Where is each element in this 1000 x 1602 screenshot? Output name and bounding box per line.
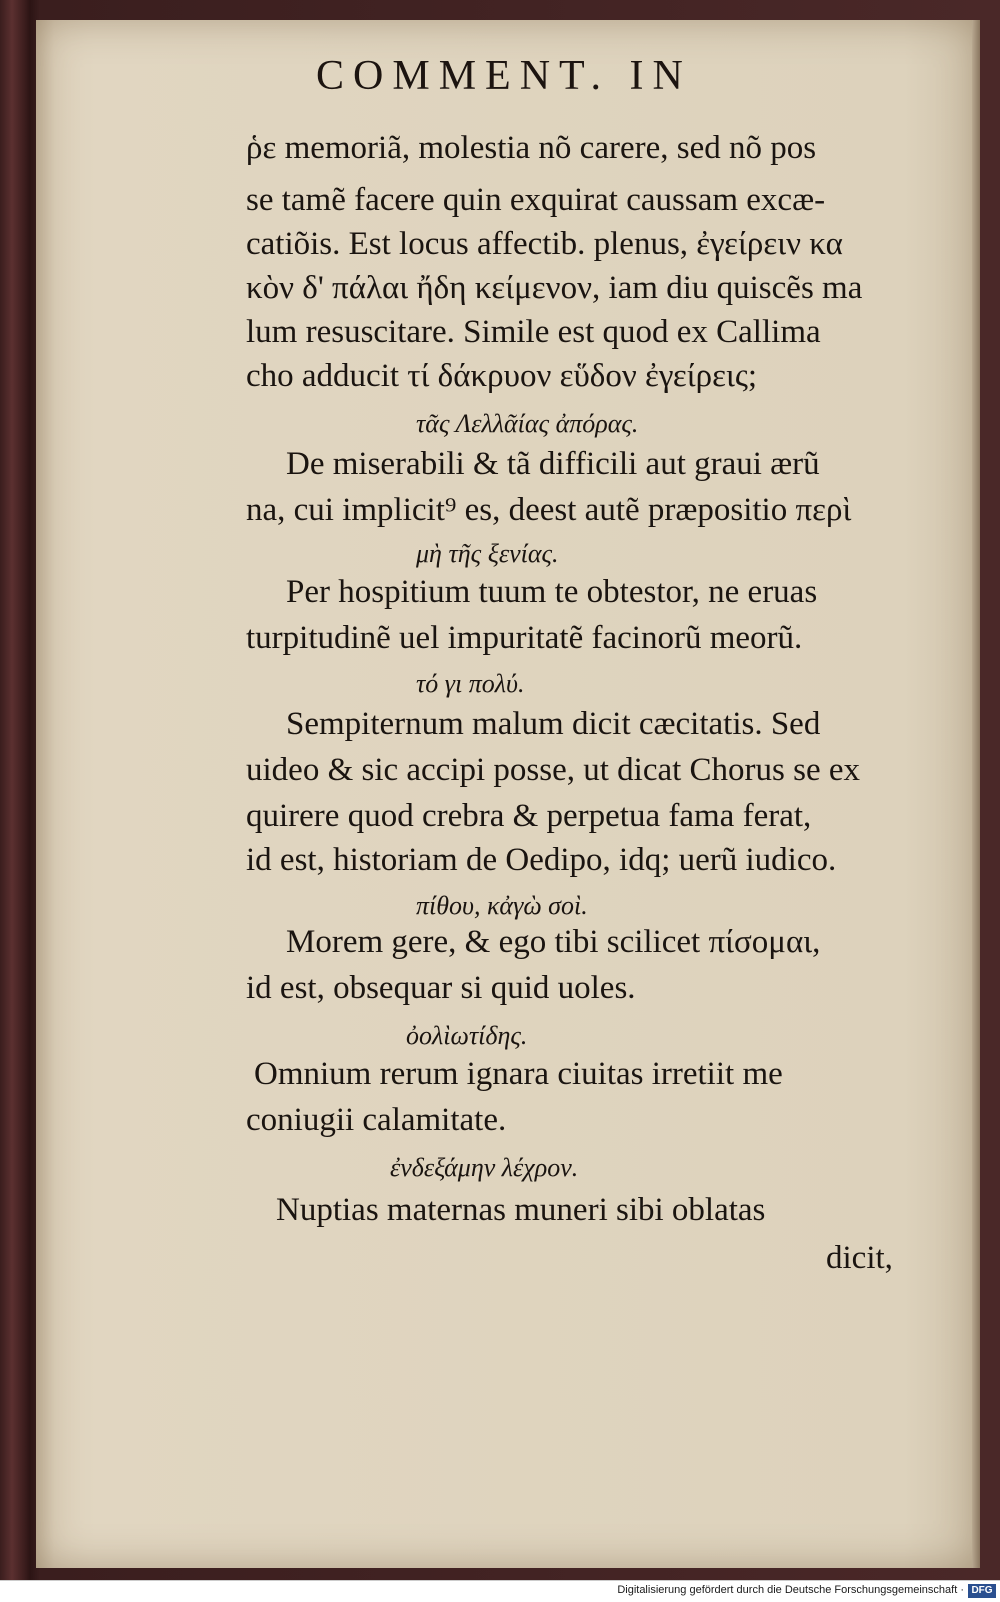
- text-line: na, cui implicit⁹ es, deest autẽ præpositio περὶ: [246, 492, 852, 528]
- greek-line: ἐνδεξάμην λέχρον.: [390, 1153, 579, 1182]
- text-line: De miserabili & tã difficili aut graui ærũ: [286, 446, 820, 482]
- text-line: se tamẽ facere quin exquirat caussam excæ-: [246, 182, 826, 218]
- dfg-logo: DFG: [968, 1584, 996, 1598]
- text-line: quirere quod crebra & perpetua fama ferat,: [246, 798, 812, 834]
- greek-line: τᾶς Λελλᾶίας ἀπόρας.: [416, 409, 639, 438]
- text-line: lum resuscitare. Simile est quod ex Callima: [246, 314, 821, 350]
- text-line: Nuptias maternas muneri sibi oblatas: [276, 1192, 766, 1228]
- text-line: Omnium rerum ignara ciuitas irretiit me: [254, 1056, 783, 1092]
- text-line: cho adducit τί δάκρυον εὕδον ἐγείρεις;: [246, 358, 758, 394]
- text-line: Sempiternum malum dicit cæcitatis. Sed: [286, 706, 821, 742]
- text-line: ῥε memoriã, molestia nõ carere, sed nõ pos: [246, 130, 817, 166]
- text-line: id est, historiam de Oedipo, idq; uerũ iudico.: [246, 842, 837, 878]
- text-line: catiõis. Est locus affectib. plenus, ἐγείρειν κα: [246, 226, 843, 262]
- greek-line: τό γι πολύ.: [416, 669, 525, 698]
- text-line: Morem gere, & ego tibi scilicet πίσομαι,: [286, 924, 821, 960]
- greek-line: μὴ τῆς ξενίας.: [416, 539, 559, 568]
- running-head: COMMENT. IN: [316, 53, 692, 99]
- text-line: Per hospitium tuum te obtestor, ne eruas: [286, 574, 818, 610]
- text-line: turpitudinẽ uel impuritatẽ facinorũ meorũ.: [246, 620, 803, 656]
- catchword: dicit,: [826, 1240, 893, 1276]
- digitization-credit: Digitalisierung gefördert durch die Deutsche Forschungsgemeinschaft ·: [617, 1584, 964, 1596]
- greek-line: ὀολὶωτίδης.: [406, 1021, 528, 1050]
- greek-line: πίθου, κἀγὼ σοὶ.: [416, 891, 588, 920]
- text-line: κὸν δ' πάλαι ἤδη κείμενον, iam diu quiscẽs ma: [246, 270, 863, 306]
- text-line: coniugii calamitate.: [246, 1102, 507, 1138]
- page-edge: [972, 20, 980, 1568]
- text-line: id est, obsequar si quid uoles.: [246, 970, 636, 1006]
- footer-bar: [0, 1580, 1000, 1602]
- text-line: uideo & sic accipi posse, ut dicat Chorus se ex: [246, 752, 861, 788]
